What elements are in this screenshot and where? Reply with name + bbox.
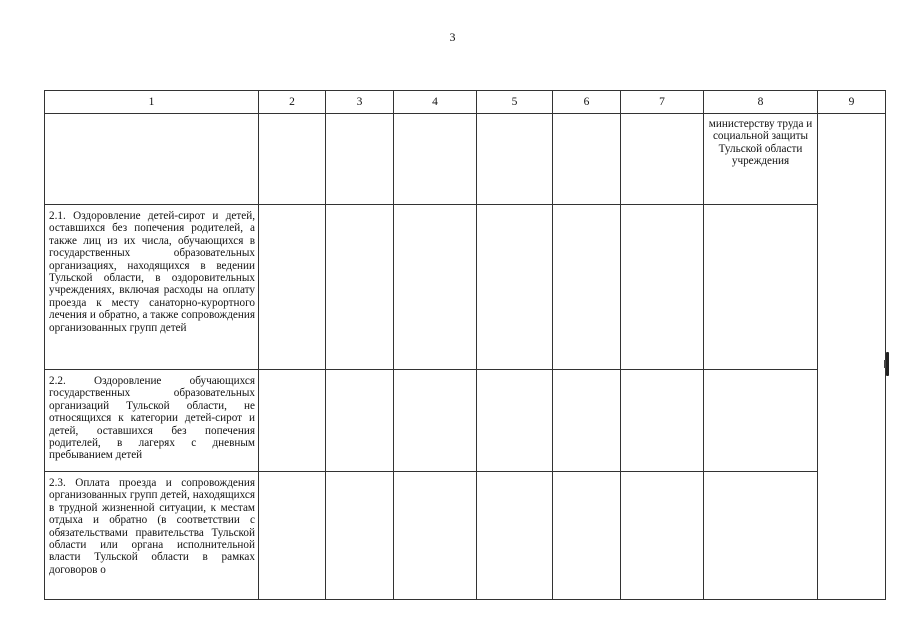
cell-empty bbox=[259, 370, 326, 472]
cell-empty bbox=[704, 205, 818, 370]
cell-empty bbox=[45, 114, 259, 205]
page-number: 3 bbox=[449, 30, 456, 44]
measure-text: 2.2. Оздоровление обучающихся государственных образовательных организаций Тульской области, не относящихся к категории детей-сирот и детей, оставшихся без попечения родителей, в лагерях с дневным пребыванием детей bbox=[49, 375, 255, 462]
measure-cell bbox=[45, 370, 259, 472]
cell-empty bbox=[621, 370, 704, 472]
measure-text: 2.3. Оплата проезда и сопровождения организованных групп детей, находящихся в трудной жизненной ситуации, к местам отдыха и обратно (в соответствии с обязательствами правительства Тульской области или органа исполнительной власти Тульской области в рамках договоров о bbox=[49, 477, 255, 576]
cell-empty bbox=[394, 205, 477, 370]
scan-artifact bbox=[886, 352, 889, 376]
budget-table bbox=[44, 90, 886, 600]
cell-empty bbox=[621, 205, 704, 370]
cell-empty bbox=[553, 370, 621, 472]
column-number-5: 5 bbox=[477, 91, 553, 114]
column-number-6: 6 bbox=[553, 91, 621, 114]
column-number-4: 4 bbox=[394, 91, 477, 114]
cell-empty bbox=[477, 370, 553, 472]
table-row bbox=[45, 114, 886, 205]
executor-cell bbox=[704, 114, 818, 205]
table-row bbox=[45, 370, 886, 472]
cell-empty bbox=[394, 472, 477, 600]
cell-empty bbox=[259, 205, 326, 370]
table-row bbox=[45, 472, 886, 600]
cell-empty bbox=[553, 472, 621, 600]
column-number-3: 3 bbox=[326, 91, 394, 114]
cell-empty bbox=[621, 472, 704, 600]
cell-empty bbox=[394, 370, 477, 472]
column-9-cell bbox=[818, 114, 886, 600]
measure-cell bbox=[45, 472, 259, 600]
column-number-8: 8 bbox=[704, 91, 818, 114]
cell-empty bbox=[326, 472, 394, 600]
measure-cell bbox=[45, 205, 259, 370]
cell-empty bbox=[704, 370, 818, 472]
cell-empty bbox=[553, 205, 621, 370]
column-number-9: 9 bbox=[818, 91, 886, 114]
column-number-7: 7 bbox=[621, 91, 704, 114]
column-number-1: 1 bbox=[45, 91, 259, 114]
cell-empty bbox=[621, 114, 704, 205]
cell-empty bbox=[326, 114, 394, 205]
cell-empty bbox=[326, 370, 394, 472]
executor-text: министерству труда и социальной защиты Тульской области учреждения bbox=[708, 118, 813, 168]
table-header-row bbox=[45, 91, 886, 114]
measure-text: 2.1. Оздоровление детей-сирот и детей, оставшихся без попечения родителей, а также лиц из их числа, обучающихся в государственных образовательных организациях, находящихся в ведении Тульской области, в оздоровительных учреждениях, включая расходы на оплату проезда к месту санаторно-курортного лечения и обратно, а также сопровождения организованных групп детей bbox=[49, 210, 255, 334]
cell-empty bbox=[477, 472, 553, 600]
cell-empty bbox=[326, 205, 394, 370]
cell-empty bbox=[394, 114, 477, 205]
cell-empty bbox=[704, 472, 818, 600]
table-row bbox=[45, 205, 886, 370]
cell-empty bbox=[553, 114, 621, 205]
cell-empty bbox=[259, 114, 326, 205]
cell-empty bbox=[259, 472, 326, 600]
scan-artifact bbox=[884, 360, 886, 368]
column-number-2: 2 bbox=[259, 91, 326, 114]
cell-empty bbox=[477, 114, 553, 205]
cell-empty bbox=[477, 205, 553, 370]
